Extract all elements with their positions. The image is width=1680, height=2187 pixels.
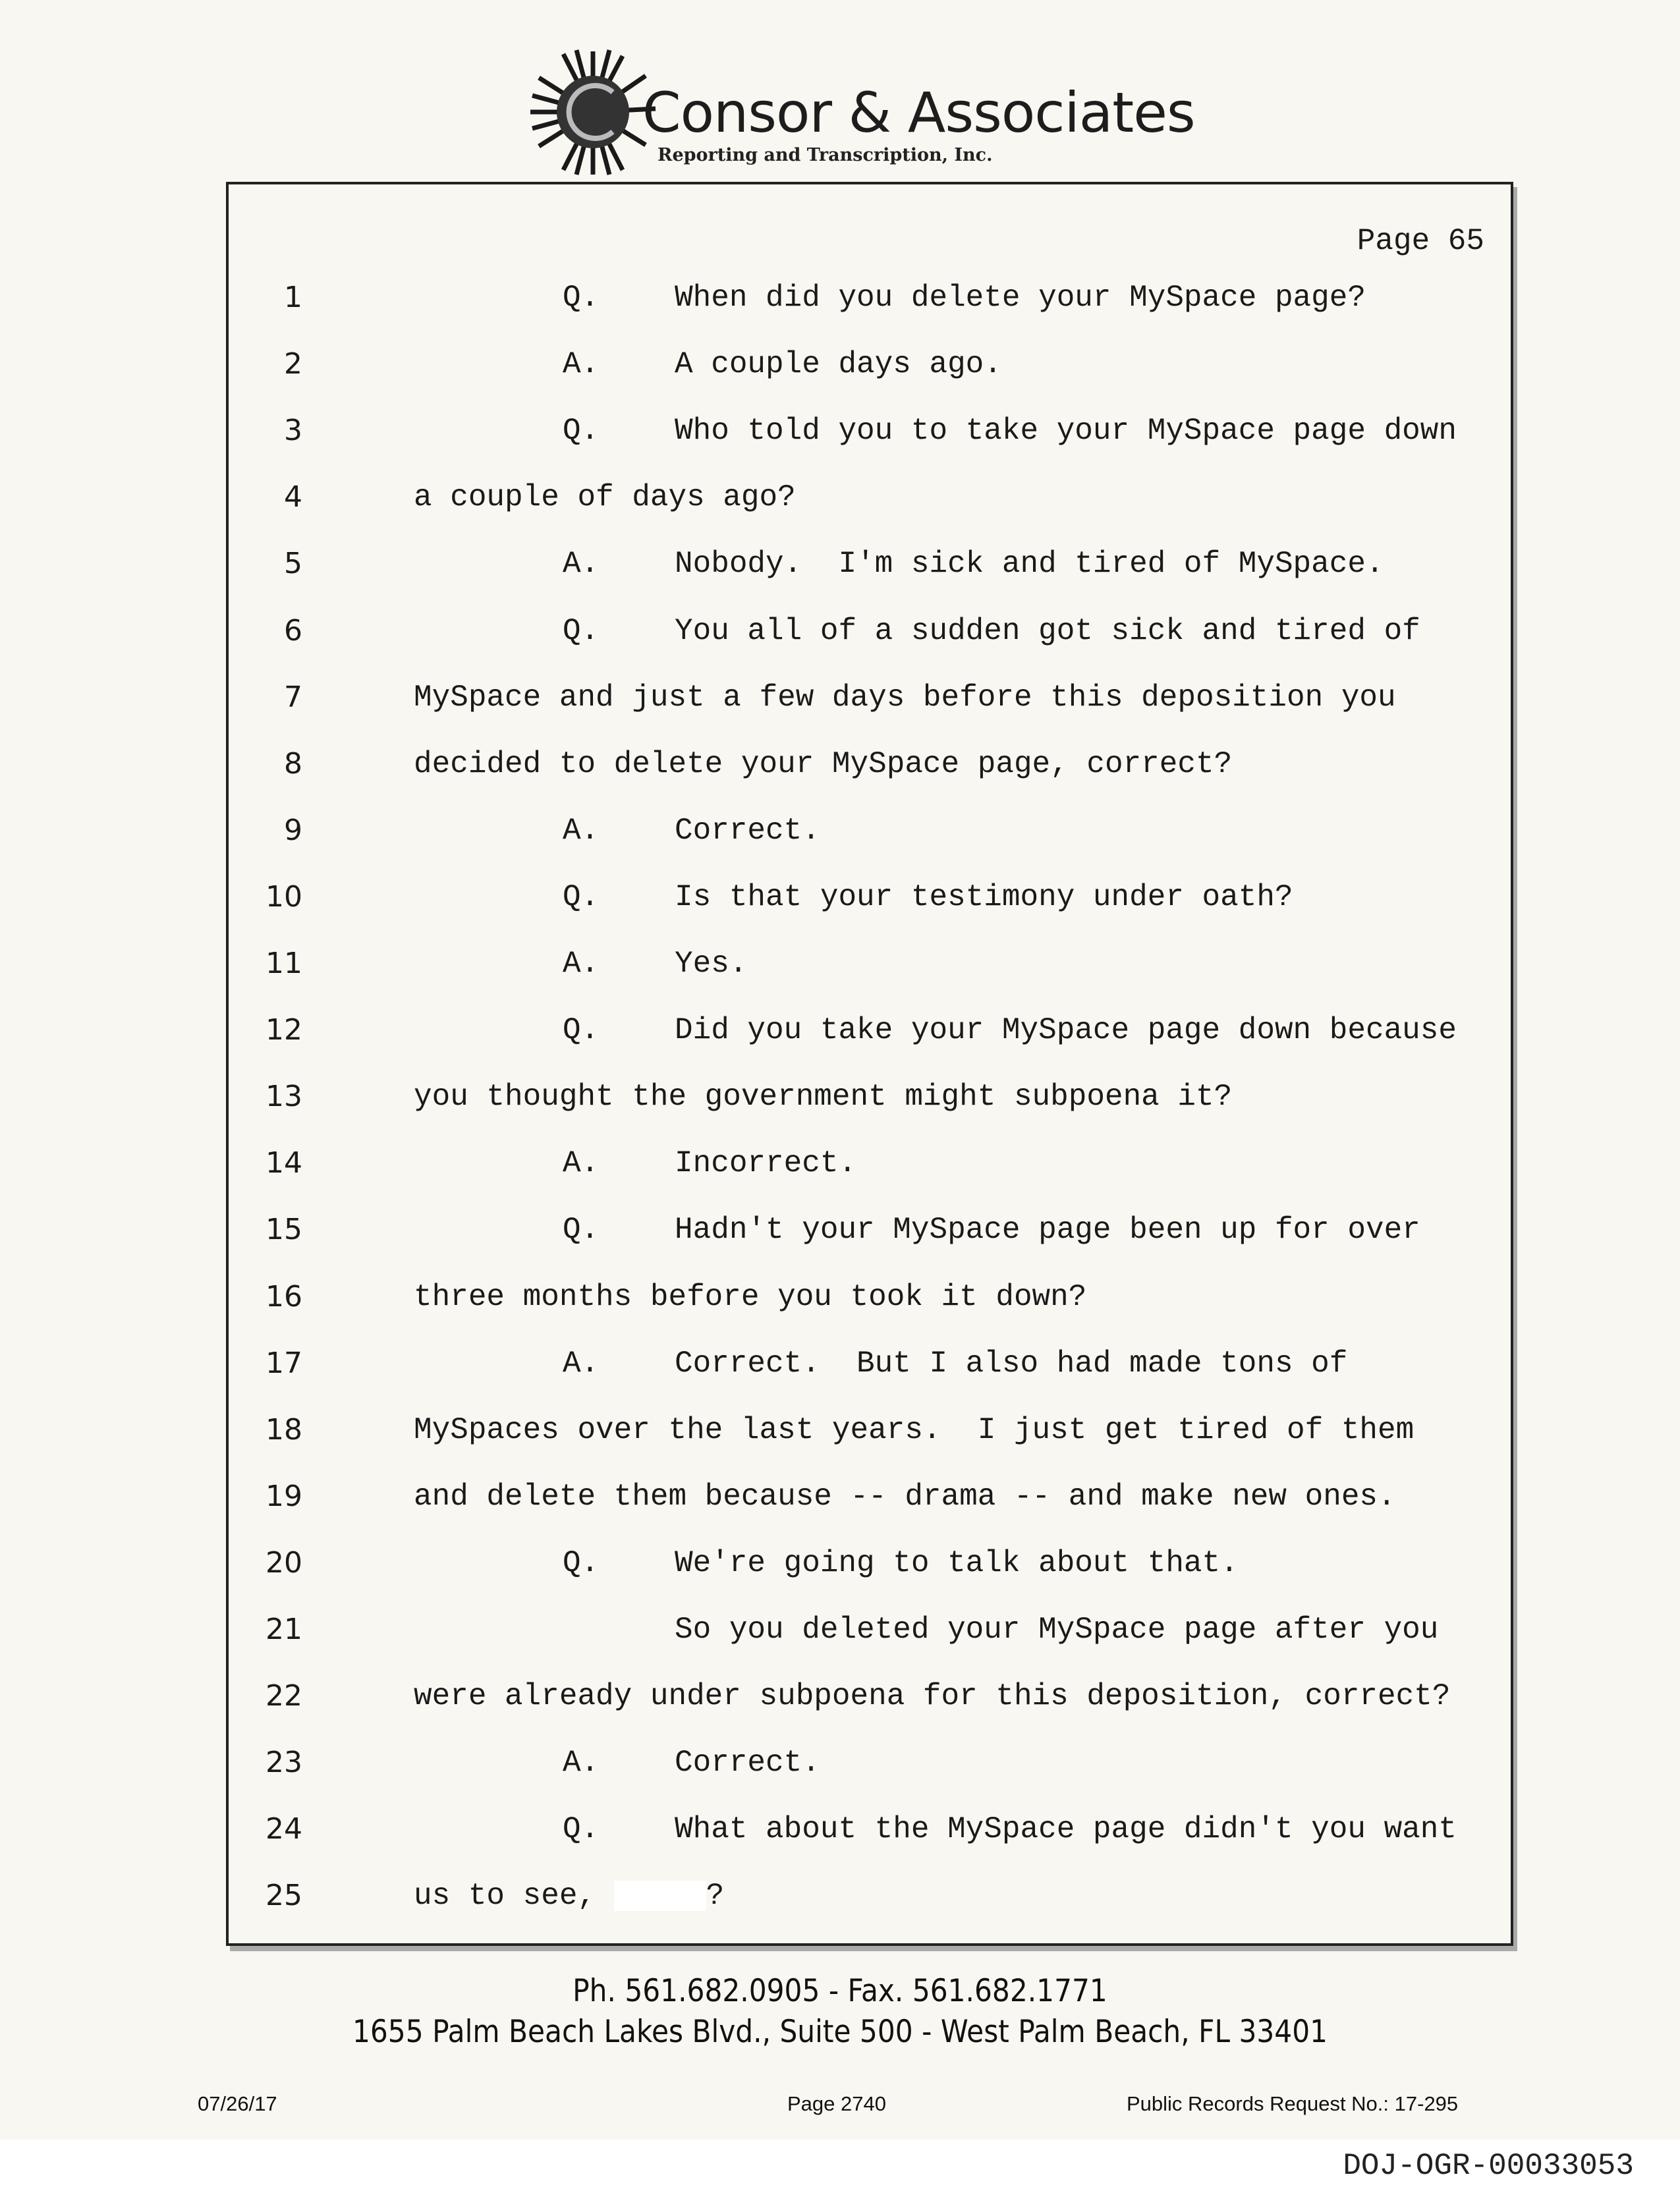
line-number: 19 <box>266 1479 302 1513</box>
line-text <box>675 1013 1457 1047</box>
speaker-label: A. <box>563 347 600 382</box>
speaker-label: A. <box>563 1346 600 1381</box>
transcript-page-number: Page 65 <box>1357 224 1484 258</box>
line-text-content: So you deleted your MySpace page after you <box>675 1613 1439 1647</box>
transcript-box <box>226 182 1513 1946</box>
line-text-content: MySpaces over the last years. I just get tired of them <box>414 1412 1414 1447</box>
line-number: 21 <box>266 1613 302 1646</box>
line-text-content: Did you take your MySpace page down because <box>675 1013 1457 1048</box>
line-text <box>675 1613 1438 1647</box>
line-text <box>675 1346 1347 1381</box>
line-text <box>414 1080 1232 1114</box>
transcript-line <box>229 1213 1511 1252</box>
speaker-label: Q. <box>563 1213 600 1248</box>
transcript-line <box>229 480 1511 520</box>
line-text-content: three months before you took it down? <box>414 1279 1087 1314</box>
transcript-line <box>229 1080 1511 1119</box>
footer-request: Public Records Request No.: 17-295 <box>1127 2092 1459 2115</box>
line-text <box>675 1746 820 1780</box>
line-number: 13 <box>266 1080 302 1114</box>
line-number: 22 <box>266 1679 302 1713</box>
sun-logo-icon <box>527 46 659 178</box>
transcript-line <box>229 880 1511 920</box>
logo-name: Consor & Associates <box>642 80 1195 145</box>
line-text-content: Who told you to take your MySpace page down <box>675 414 1457 449</box>
transcript-line <box>229 1280 1511 1319</box>
line-text <box>414 1879 724 1913</box>
line-number: 16 <box>266 1279 302 1314</box>
transcript-line <box>229 747 1511 787</box>
line-text-content: Correct. <box>675 813 820 848</box>
line-number: 20 <box>266 1545 302 1580</box>
line-number: 18 <box>266 1412 302 1447</box>
line-number: 17 <box>266 1346 302 1380</box>
speaker-label: Q. <box>563 1812 600 1847</box>
line-number: 25 <box>266 1879 302 1913</box>
line-text-content: Yes. <box>675 947 748 981</box>
speaker-label: Q. <box>563 1013 600 1048</box>
line-number: 23 <box>266 1746 302 1780</box>
line-text <box>414 1413 1414 1447</box>
transcript-line <box>229 1546 1511 1586</box>
transcript-line <box>229 1613 1511 1652</box>
logo-subtitle: Reporting and Transcription, Inc. <box>658 145 993 165</box>
line-text <box>675 1546 1239 1580</box>
line-text-content: We're going to talk about that. <box>675 1545 1239 1580</box>
transcript-line <box>229 1346 1511 1386</box>
speaker-label: A. <box>563 547 600 582</box>
line-number: 2 <box>284 347 302 381</box>
line-text-content: Is that your testimony under oath? <box>675 879 1293 914</box>
line-text-content: were already under subpoena for this deposition, correct? <box>414 1679 1451 1714</box>
speaker-label: A. <box>563 813 600 848</box>
line-text <box>675 614 1420 648</box>
speaker-label: Q. <box>563 414 600 449</box>
line-text <box>675 414 1457 448</box>
line-number: 9 <box>284 813 302 847</box>
line-text <box>414 1679 1450 1713</box>
transcript-line <box>229 1679 1511 1719</box>
transcript-line <box>229 1746 1511 1785</box>
line-number: 1 <box>284 281 302 314</box>
line-number: 11 <box>266 947 302 980</box>
address: 1655 Palm Beach Lakes Blvd., Suite 500 - West Palm Beach, FL 33401 <box>352 2014 1328 2050</box>
line-text <box>414 480 796 514</box>
line-number: 7 <box>284 680 302 714</box>
bates-number: DOJ-OGR-00033053 <box>1343 2149 1634 2183</box>
footer-page: Page 2740 <box>787 2092 886 2115</box>
line-text-content: Incorrect. <box>675 1146 857 1181</box>
speaker-label: A. <box>563 1746 600 1781</box>
line-text-content: a couple of days ago? <box>414 480 796 515</box>
transcript-line <box>229 680 1511 720</box>
phone-fax: Ph. 561.682.0905 - Fax. 561.682.1771 <box>573 1973 1107 2009</box>
line-text-content: When did you delete your MySpace page? <box>675 281 1366 315</box>
line-number: 14 <box>266 1146 302 1180</box>
line-text <box>675 1812 1457 1846</box>
line-number: 3 <box>284 414 302 448</box>
speaker-label: A. <box>563 1146 600 1181</box>
line-text-content: Hadn't your MySpace page been up for over <box>675 1213 1420 1248</box>
speaker-label: Q. <box>563 613 600 648</box>
transcript-line <box>229 1879 1511 1918</box>
line-number: 6 <box>284 613 302 648</box>
line-number: 4 <box>284 480 302 514</box>
redaction-box <box>614 1881 706 1911</box>
line-text <box>414 680 1396 715</box>
transcript-line <box>229 414 1511 453</box>
line-text-content: What about the MySpace page didn't you want <box>675 1812 1457 1847</box>
transcript-line <box>229 1413 1511 1453</box>
line-text <box>414 747 1232 781</box>
transcript-line <box>229 814 1511 853</box>
speaker-label: Q. <box>563 1545 600 1580</box>
speaker-label: A. <box>563 947 600 981</box>
line-text-content: Correct. But I also had made tons of <box>675 1346 1348 1381</box>
line-number: 24 <box>266 1812 302 1846</box>
line-text <box>675 281 1366 315</box>
speaker-label: Q. <box>563 879 600 914</box>
line-number: 15 <box>266 1213 302 1247</box>
line-text <box>675 347 1002 381</box>
line-text-content: decided to delete your MySpace page, correct? <box>414 746 1233 781</box>
line-text-content: Nobody. I'm sick and tired of MySpace. <box>675 547 1384 582</box>
transcript-line <box>229 547 1511 586</box>
line-text <box>675 947 747 981</box>
transcript-line <box>229 1812 1511 1852</box>
line-text-content: MySpace and just a few days before this deposition you <box>414 680 1396 715</box>
transcript-line <box>229 1013 1511 1053</box>
footer-date: 07/26/17 <box>198 2092 277 2115</box>
transcript-line <box>229 1480 1511 1519</box>
line-text <box>414 1480 1396 1514</box>
line-text-content: A couple days ago. <box>675 347 1002 382</box>
line-number: 8 <box>284 746 302 781</box>
line-text <box>675 814 820 848</box>
line-text-content: and delete them because -- drama -- and make new ones. <box>414 1479 1396 1514</box>
line-number: 12 <box>266 1013 302 1047</box>
speaker-label: Q. <box>563 281 600 315</box>
transcript-line <box>229 281 1511 320</box>
line-text-content: Correct. <box>675 1746 820 1781</box>
line-text <box>675 547 1384 581</box>
line-number: 10 <box>266 879 302 914</box>
line-text <box>675 1213 1420 1247</box>
line-text-content: You all of a sudden got sick and tired of <box>675 613 1420 648</box>
transcript-line <box>229 347 1511 387</box>
line-text-content: you thought the government might subpoena it? <box>414 1080 1233 1115</box>
line-text-after-redaction: ? <box>706 1879 725 1914</box>
transcript-line <box>229 947 1511 986</box>
line-text <box>675 1146 856 1180</box>
line-text-content: us to see, <box>414 1879 614 1914</box>
company-logo <box>527 46 1195 178</box>
transcript-line <box>229 614 1511 653</box>
line-number: 5 <box>284 547 302 581</box>
transcript-line <box>229 1146 1511 1186</box>
line-text <box>675 880 1293 914</box>
line-text <box>414 1280 1086 1314</box>
